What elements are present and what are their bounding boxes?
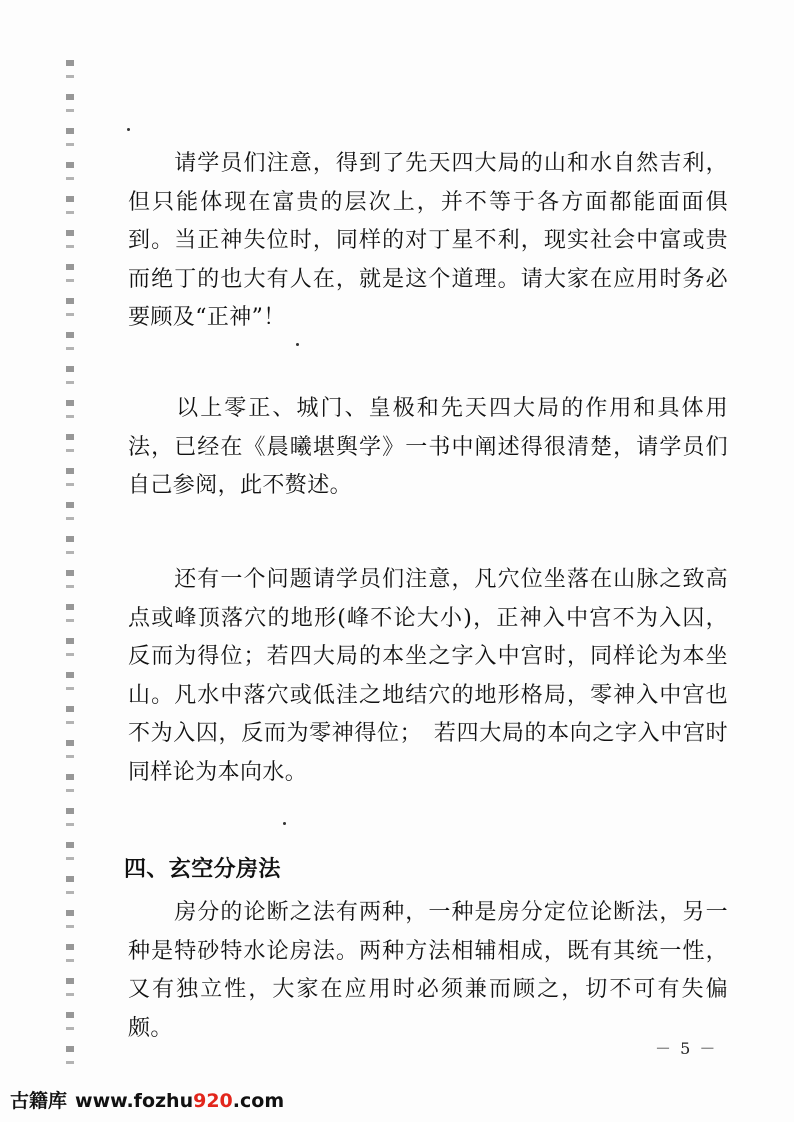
page-number: － 5 － xyxy=(655,1039,718,1058)
site-watermark xyxy=(10,1086,284,1113)
scan-speck xyxy=(127,128,130,131)
paragraph-references: 以上零正、城门、皇极和先天四大局的作用和具体用法，已经在《晨曦堪舆学》一书中阐述得很清楚，请学员们自己参阅，此不赘述。 xyxy=(128,396,728,499)
scan-speck xyxy=(296,343,299,346)
paragraph-center-palace-note: 还有一个问题请学员们注意，凡穴位坐落在山脉之致高点或峰顶落穴的地形(峰不论大小)，正神入中宫不为入囚，反而为得位；若四大局的本坐之字入中宫时，同样论为本坐山。凡水中落穴或低洼之地结穴的地形格局，零神入中宫也不为入囚，反而为零神得位； 若四大局的本向之字入中宫时同样论为本向水。 xyxy=(128,567,728,785)
paragraph-zhengshen-note: 请学员们注意，得到了先天四大局的山和水自然吉利，但只能体现在富贵的层次上，并不等于各方面都能面面俱到。当正神失位时，同样的对丁星不利，现实社会中富或贵而绝丁的也大有人在，就是这个道理。请大家在应用时务必要顾及“正神”！ xyxy=(128,151,728,331)
watermark-url-suffix: .com xyxy=(232,1090,285,1112)
paragraph-house-division: 房分的论断之法有两种，一种是房分定位论断法，另一种是特砂特水论房法。两种方法相辅相成，既有其统一性，又有独立性，大家在应用时必须兼而顾之，切不可有失偏颇。 xyxy=(128,900,728,1041)
watermark-name: 古籍库 xyxy=(10,1090,68,1112)
scan-speck xyxy=(283,822,286,825)
binding-edge-marks xyxy=(66,60,74,1070)
watermark-url-digits: 920 xyxy=(193,1090,233,1112)
section-heading: 四、玄空分房法 xyxy=(124,856,281,882)
watermark-url-prefix: www.fozhu xyxy=(75,1090,194,1112)
